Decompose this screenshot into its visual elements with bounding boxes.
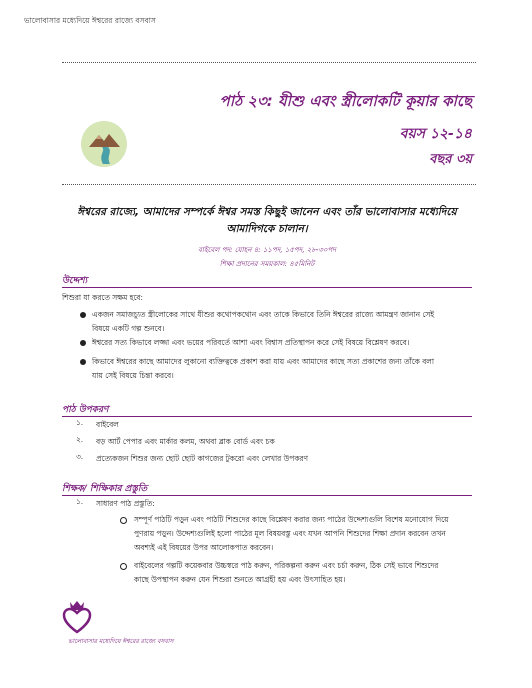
mountain-water-icon xyxy=(80,120,128,168)
crowned-heart-icon xyxy=(62,600,92,634)
teacher-prep-rule xyxy=(62,495,472,496)
material-number: ২. xyxy=(76,435,84,444)
objectives-heading: উদ্দেশ্য xyxy=(62,276,88,286)
prep-line: সম্পূর্ণ পাঠটি পড়ুন এবং পাঠটি শিশুদের কাছে বিশ্লেষণ করার জন্য পাঠের উদ্দেশ্যগুলি বিশেষ মনোযোগ দিয়ে xyxy=(134,515,449,524)
objectives-rule xyxy=(62,287,472,288)
objective-line: যায় সেই বিষয়ে চিন্তা করবে। xyxy=(92,371,174,380)
lesson-title: পাঠ ২৩: যীশু এবং স্ত্রীলোকটি কূয়ার কাছে xyxy=(219,92,472,110)
bullet-marker xyxy=(80,359,86,365)
objectives-intro: শিশুরা যা করতে সক্ষম হবে: xyxy=(62,293,144,302)
bullet-marker xyxy=(80,340,86,346)
top-divider xyxy=(62,62,476,63)
material-number: ৩. xyxy=(76,452,84,461)
circle-bullet xyxy=(120,563,127,570)
objective-line: বিষয়ে একটি গল্প শুনবে। xyxy=(92,324,165,333)
objective-line: কিভাবে ঈশ্বরের কাছে আমাদের লুকানো ব্যক্তিত্বকে প্রকাশ করা যায় এবং আমাদের কাছে সত্য প্রকাশের জন্য তাঁকে বলা xyxy=(92,357,434,366)
bullet-marker xyxy=(80,312,86,318)
prep-line: কাছে উপস্থাপন করুন যেন শিশুরা শুনতে আগ্রহী হয় এবং উৎসাহিত হয়। xyxy=(134,575,346,584)
prep-line: পুণরায় পড়ুন। উদ্দেশ্যগুলিই হলো পাঠের মূল বিষয়বস্তু এবং যখন আপনি শিশুদের শিক্ষা প্রদান করবেন তখন xyxy=(134,529,446,538)
materials-rule xyxy=(62,416,472,417)
lesson-theme xyxy=(62,204,472,238)
material-item: বড় আর্ট পেপার এবং মার্কার কলম, অথবা ব্লাক বোর্ড এবং চক xyxy=(96,437,275,446)
theme-line-2: আমাদিগকে চালান। xyxy=(226,223,308,235)
step-number: ১. xyxy=(76,497,84,506)
prep-line: অবশ্যই এই বিষয়ের উপর আলোকপাত করবেন। xyxy=(134,543,274,552)
lesson-duration: শিক্ষা প্রদানের সময়কাল: ৪৫মিনিট xyxy=(219,260,315,268)
circle-bullet xyxy=(120,517,127,524)
theme-divider xyxy=(62,184,476,185)
material-item: প্রত্যেকজন শিশুর জন্য ছোট ছোট কাগজের টুকরো এবং লেখার উপকরণ xyxy=(96,454,309,463)
objective-line: ঈশ্বরের সত্য কিভাবে লজ্জা এবং ভয়ের পরিবর্তে আশা এবং বিশ্বাস প্রতিস্থাপন করে সেই বিষয়ে বিশ্লেষণ করবে। xyxy=(92,338,410,347)
prep-line: বাইবেলের গল্পটি কয়েকবার উচ্চস্বরে পাঠ করুন, পরিকল্পনা করুন এবং চর্চা করুন, ঠিক সেই ভাবে শিশুদের xyxy=(134,561,439,570)
material-item: বাইবেল xyxy=(96,420,119,429)
age-range: বয়স ১২-১৪ xyxy=(399,126,472,142)
theme-line-1: ঈশ্বরের রাজ্যে, আমাদের সম্পর্কে ঈশ্বর সমস্ত কিছুই জানেন এবং তাঁর ভালোবাসার মধ্যেদিয়ে xyxy=(77,206,457,218)
material-number: ১. xyxy=(76,418,84,427)
year-label: বছর ৩য় xyxy=(429,152,472,167)
materials-heading: পাঠ উপকরণ xyxy=(62,405,109,415)
step-label: সাধারণ পাঠ প্রস্তুতি: xyxy=(96,499,155,508)
bible-reference: বাইবেল পদ: যোহন ৪: ১১পদ, ১৫পদ, ২৮-৩০পদ xyxy=(198,246,336,254)
objective-line: একজন সমাজচ্যুত স্ত্রীলোকের সাথে যীশুর কথোপকথোন এবং তাকে কিভাবে তিনি ঈশ্বরের রাজ্যে আমন্ত্রণ জানান সেই xyxy=(92,310,435,319)
running-header: ভালোবাসার মধ্যেদিয়ে ঈশ্বরের রাজ্যে বসবাস xyxy=(24,16,156,25)
footer-text: ভালোবাসার মধ্যেদিয়ে ঈশ্বরের রাজ্যে বসবাস xyxy=(68,638,174,645)
teacher-prep-heading: শিক্ষক/ শিক্ষিকার প্রস্তুতি xyxy=(62,484,148,494)
